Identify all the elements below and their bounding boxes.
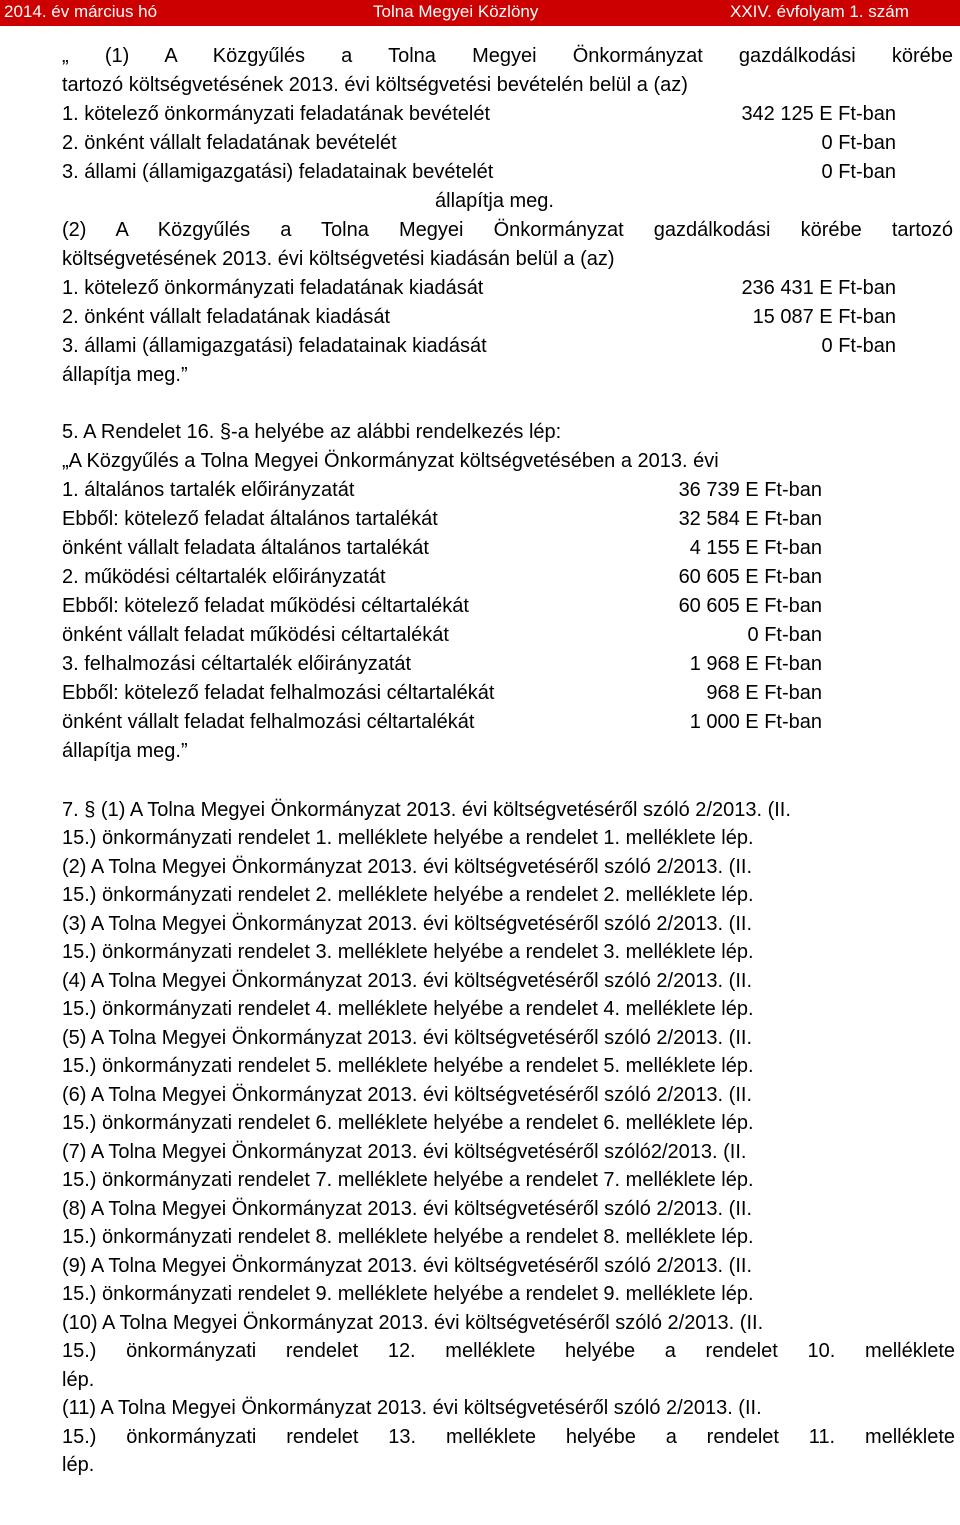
s7-line: lép. bbox=[62, 1369, 95, 1391]
s4-row4-value: 236 431 E Ft-ban bbox=[741, 277, 896, 299]
s4-row5-value: 15 087 E Ft-ban bbox=[752, 306, 896, 328]
s5-row7-value: 1 968 E Ft-ban bbox=[689, 653, 822, 675]
header-date: 2014. év március hó bbox=[4, 2, 158, 21]
s7-line: 15.) önkormányzati rendelet 12. melléklete helyébe a rendelet 10. melléklete bbox=[62, 1340, 955, 1362]
s7-line: 15.) önkormányzati rendelet 2. melléklete helyébe a rendelet 2. melléklete lép. bbox=[62, 884, 754, 906]
s5-row6-label: önként vállalt feladat működési céltartalékát bbox=[62, 624, 449, 646]
s5-closing: állapítja meg.” bbox=[62, 740, 188, 762]
s7-line: 7. § (1) A Tolna Megyei Önkormányzat 2013. évi költségvetéséről szóló 2/2013. (II. bbox=[62, 799, 791, 821]
s5-row5-value: 60 605 E Ft-ban bbox=[678, 595, 822, 617]
s7-line: (11) A Tolna Megyei Önkormányzat 2013. évi költségvetéséről szóló 2/2013. (II. bbox=[62, 1397, 762, 1419]
s4-row4-label: 1. kötelező önkormányzati feladatának kiadását bbox=[62, 277, 484, 299]
s7-line: 15.) önkormányzati rendelet 5. melléklete helyébe a rendelet 5. melléklete lép. bbox=[62, 1055, 754, 1077]
s5-row3-label: önként vállalt feladata általános tartalékát bbox=[62, 537, 429, 559]
s5-row5-label: Ebből: kötelező feladat működési céltartalékát bbox=[62, 595, 469, 617]
s7-line: (10) A Tolna Megyei Önkormányzat 2013. évi költségvetéséről szóló 2/2013. (II. bbox=[62, 1312, 764, 1334]
s5-row9-label: önként vállalt feladat felhalmozási céltartalékát bbox=[62, 711, 475, 733]
s5-row3-value: 4 155 E Ft-ban bbox=[689, 537, 822, 559]
s4-row5-label: 2. önként vállalt feladatának kiadását bbox=[62, 306, 390, 328]
s4-p1-line1: „ (1) A Közgyűlés a Tolna Megyei Önkormányzat gazdálkodási körébe bbox=[62, 45, 953, 67]
s5-row4-label: 2. működési céltartalék előirányzatát bbox=[62, 566, 386, 588]
s4-p2-line2: költségvetésének 2013. évi költségvetési kiadásán belül a (az) bbox=[62, 248, 615, 270]
s7-line: 15.) önkormányzati rendelet 9. melléklete helyébe a rendelet 9. melléklete lép. bbox=[62, 1283, 754, 1305]
s4-row2-label: 2. önként vállalt feladatának bevételét bbox=[62, 132, 397, 154]
s4-row6-label: 3. állami (államigazgatási) feladatainak kiadását bbox=[62, 335, 487, 357]
s7-line: (7) A Tolna Megyei Önkormányzat 2013. évi költségvetéséről szóló2/2013. (II. bbox=[62, 1141, 747, 1163]
s4-row6-value: 0 Ft-ban bbox=[821, 335, 896, 357]
s4-row1-value: 342 125 E Ft-ban bbox=[741, 103, 896, 125]
s4-closing2: állapítja meg.” bbox=[62, 364, 188, 386]
s4-row3-value: 0 Ft-ban bbox=[821, 161, 896, 183]
s7-line: (8) A Tolna Megyei Önkormányzat 2013. évi költségvetéséről szóló 2/2013. (II. bbox=[62, 1198, 752, 1220]
s7-line: lép. bbox=[62, 1454, 95, 1476]
s5-row8-label: Ebből: kötelező feladat felhalmozási céltartalékát bbox=[62, 682, 495, 704]
s5-row6-value: 0 Ft-ban bbox=[747, 624, 822, 646]
header-volume: XXIV. évfolyam 1. szám bbox=[730, 2, 909, 21]
s5-row1-value: 36 739 E Ft-ban bbox=[678, 479, 822, 501]
s5-heading: 5. A Rendelet 16. §-a helyébe az alábbi rendelkezés lép: bbox=[62, 421, 562, 443]
s7-line: 15.) önkormányzati rendelet 1. melléklete helyébe a rendelet 1. melléklete lép. bbox=[62, 827, 754, 849]
page-header bbox=[0, 0, 960, 26]
s5-row2-value: 32 584 E Ft-ban bbox=[678, 508, 822, 530]
s4-row2-value: 0 Ft-ban bbox=[821, 132, 896, 154]
s7-line: 15.) önkormányzati rendelet 13. melléklete helyébe a rendelet 11. melléklete bbox=[62, 1426, 955, 1448]
s5-row9-value: 1 000 E Ft-ban bbox=[689, 711, 822, 733]
s4-row3-label: 3. állami (államigazgatási) feladatainak bevételét bbox=[62, 161, 494, 183]
s7-line: 15.) önkormányzati rendelet 6. melléklete helyébe a rendelet 6. melléklete lép. bbox=[62, 1112, 754, 1134]
s4-p1-line2: tartozó költségvetésének 2013. évi költségvetési bevételén belül a (az) bbox=[62, 74, 688, 96]
s7-line: (2) A Tolna Megyei Önkormányzat 2013. évi költségvetéséről szóló 2/2013. (II. bbox=[62, 856, 752, 878]
s4-row1-label: 1. kötelező önkormányzati feladatának bevételét bbox=[62, 103, 491, 125]
s5-row7-label: 3. felhalmozási céltartalék előirányzatát bbox=[62, 653, 412, 675]
s5-row4-value: 60 605 E Ft-ban bbox=[678, 566, 822, 588]
s5-row8-value: 968 E Ft-ban bbox=[706, 682, 822, 704]
s7-line: (6) A Tolna Megyei Önkormányzat 2013. évi költségvetéséről szóló 2/2013. (II. bbox=[62, 1084, 752, 1106]
s4-p2-line1: (2) A Közgyűlés a Tolna Megyei Önkormányzat gazdálkodási körébe tartozó bbox=[62, 219, 953, 241]
s7-line: 15.) önkormányzati rendelet 7. melléklete helyébe a rendelet 7. melléklete lép. bbox=[62, 1169, 754, 1191]
s7-line: (4) A Tolna Megyei Önkormányzat 2013. évi költségvetéséről szóló 2/2013. (II. bbox=[62, 970, 752, 992]
s5-intro: „A Közgyűlés a Tolna Megyei Önkormányzat költségvetésében a 2013. évi bbox=[62, 450, 719, 472]
s7-line: 15.) önkormányzati rendelet 3. melléklete helyébe a rendelet 3. melléklete lép. bbox=[62, 941, 754, 963]
s5-row2-label: Ebből: kötelező feladat általános tartalékát bbox=[62, 508, 438, 530]
s5-row1-label: 1. általános tartalék előirányzatát bbox=[62, 479, 355, 501]
s7-line: (5) A Tolna Megyei Önkormányzat 2013. évi költségvetéséről szóló 2/2013. (II. bbox=[62, 1027, 752, 1049]
s7-line: 15.) önkormányzati rendelet 4. melléklete helyébe a rendelet 4. melléklete lép. bbox=[62, 998, 754, 1020]
s4-closing1: állapítja meg. bbox=[435, 190, 554, 212]
s7-line: 15.) önkormányzati rendelet 8. melléklete helyébe a rendelet 8. melléklete lép. bbox=[62, 1226, 754, 1248]
header-title: Tolna Megyei Közlöny bbox=[373, 2, 539, 21]
s7-line: (3) A Tolna Megyei Önkormányzat 2013. évi költségvetéséről szóló 2/2013. (II. bbox=[62, 913, 752, 935]
s7-line: (9) A Tolna Megyei Önkormányzat 2013. évi költségvetéséről szóló 2/2013. (II. bbox=[62, 1255, 752, 1277]
